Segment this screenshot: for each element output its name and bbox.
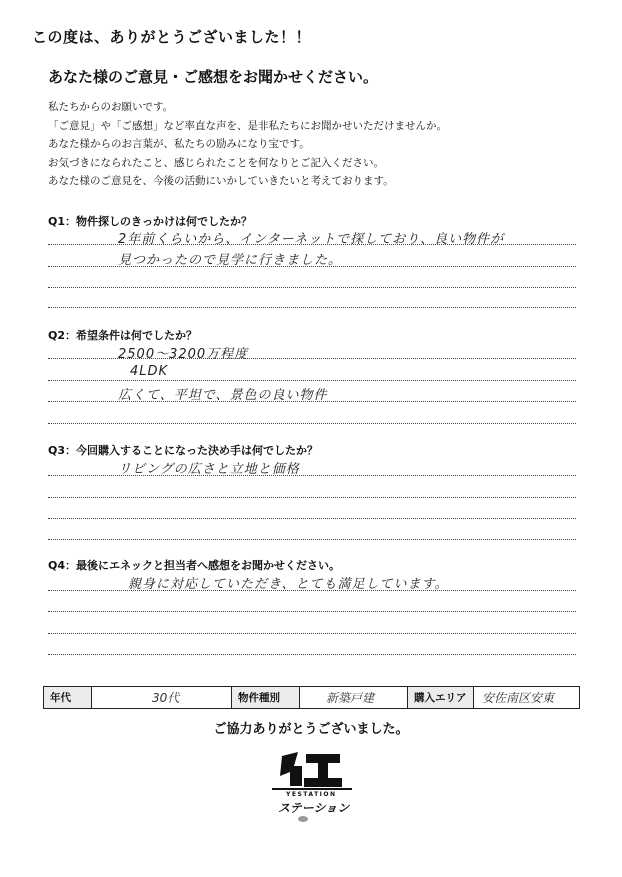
answer-rule [48, 287, 576, 288]
profile-table [43, 686, 580, 709]
answer-rule [48, 380, 576, 381]
page-title: この度は、ありがとうございました！！ [32, 28, 312, 46]
answer-rule [48, 358, 576, 359]
area-value: 安佐南区安東 [482, 691, 555, 705]
intro-line: お気づきになられたこと、感じられたことを何なりとご記入ください。 [48, 156, 384, 169]
company-logo [268, 748, 358, 828]
answer-rule [48, 611, 576, 612]
answer-rule [48, 475, 576, 476]
page-subtitle: あなた様のご意見・ご感想をお聞かせください。 [48, 68, 379, 86]
question-3-label: Q3：今回購入することになった決め手は何でしたか？ [48, 444, 319, 457]
answer-rule [48, 423, 576, 424]
question-1-label: Q1：物件探しのきっかけは何でしたか？ [48, 215, 253, 228]
answer-rule [48, 590, 576, 591]
answer-2-line-2: 4LDK [130, 364, 169, 379]
answer-rule [48, 497, 576, 498]
intro-line: 「ご意見」や「ご感想」など率直な声を、是非私たちにお聞かせいただけませんか。 [48, 119, 447, 132]
property-type-value: 新築戸建 [300, 687, 408, 708]
answer-rule [48, 539, 576, 540]
logo-text-en: YESTATION [286, 791, 337, 798]
answer-1-line-2: 見つかったので見学に行きました。 [118, 253, 343, 268]
property-type-label: 物件種別 [232, 687, 300, 708]
age-label: 年代 [44, 687, 92, 708]
answer-rule [48, 244, 576, 245]
answer-rule [48, 266, 576, 267]
area-label: 購入エリア [408, 687, 474, 708]
age-value: 30代 [92, 687, 232, 708]
logo-text-jp: ステーション [278, 801, 350, 815]
answer-2-line-3: 広くて、平坦で、景色の良い物件 [118, 388, 328, 403]
answer-rule [48, 654, 576, 655]
intro-line: あなた様からのお言葉が、私たちの励みになり宝です。 [48, 138, 310, 151]
intro-line: あなた様のご意見を、今後の活動にいかしていきたいと考えております。 [48, 175, 394, 188]
intro-text [48, 98, 447, 191]
answer-rule [48, 633, 576, 634]
answer-1-line-1: 2年前くらいから、インターネットで探しており、良い物件が [118, 232, 505, 247]
answer-rule [48, 307, 576, 308]
logo-mark [268, 748, 358, 828]
answer-rule [48, 518, 576, 519]
answer-2-line-1: 2500～3200万程度 [118, 347, 249, 362]
answer-rule [48, 401, 576, 402]
question-2-label: Q2：希望条件は何でしたか？ [48, 329, 198, 342]
intro-line: 私たちからのお願いです。 [48, 101, 174, 113]
answer-3-line-1: リビングの広さと立地と価格 [118, 462, 300, 477]
thanks-message: ご協力ありがとうございました。 [213, 722, 409, 737]
logo-ornament-icon [298, 816, 308, 822]
answer-4-line-1: 親身に対応していただき、とても満足しています。 [128, 577, 449, 592]
question-4-label: Q4：最後にエネックと担当者へ感想をお聞かせください。 [48, 559, 341, 572]
